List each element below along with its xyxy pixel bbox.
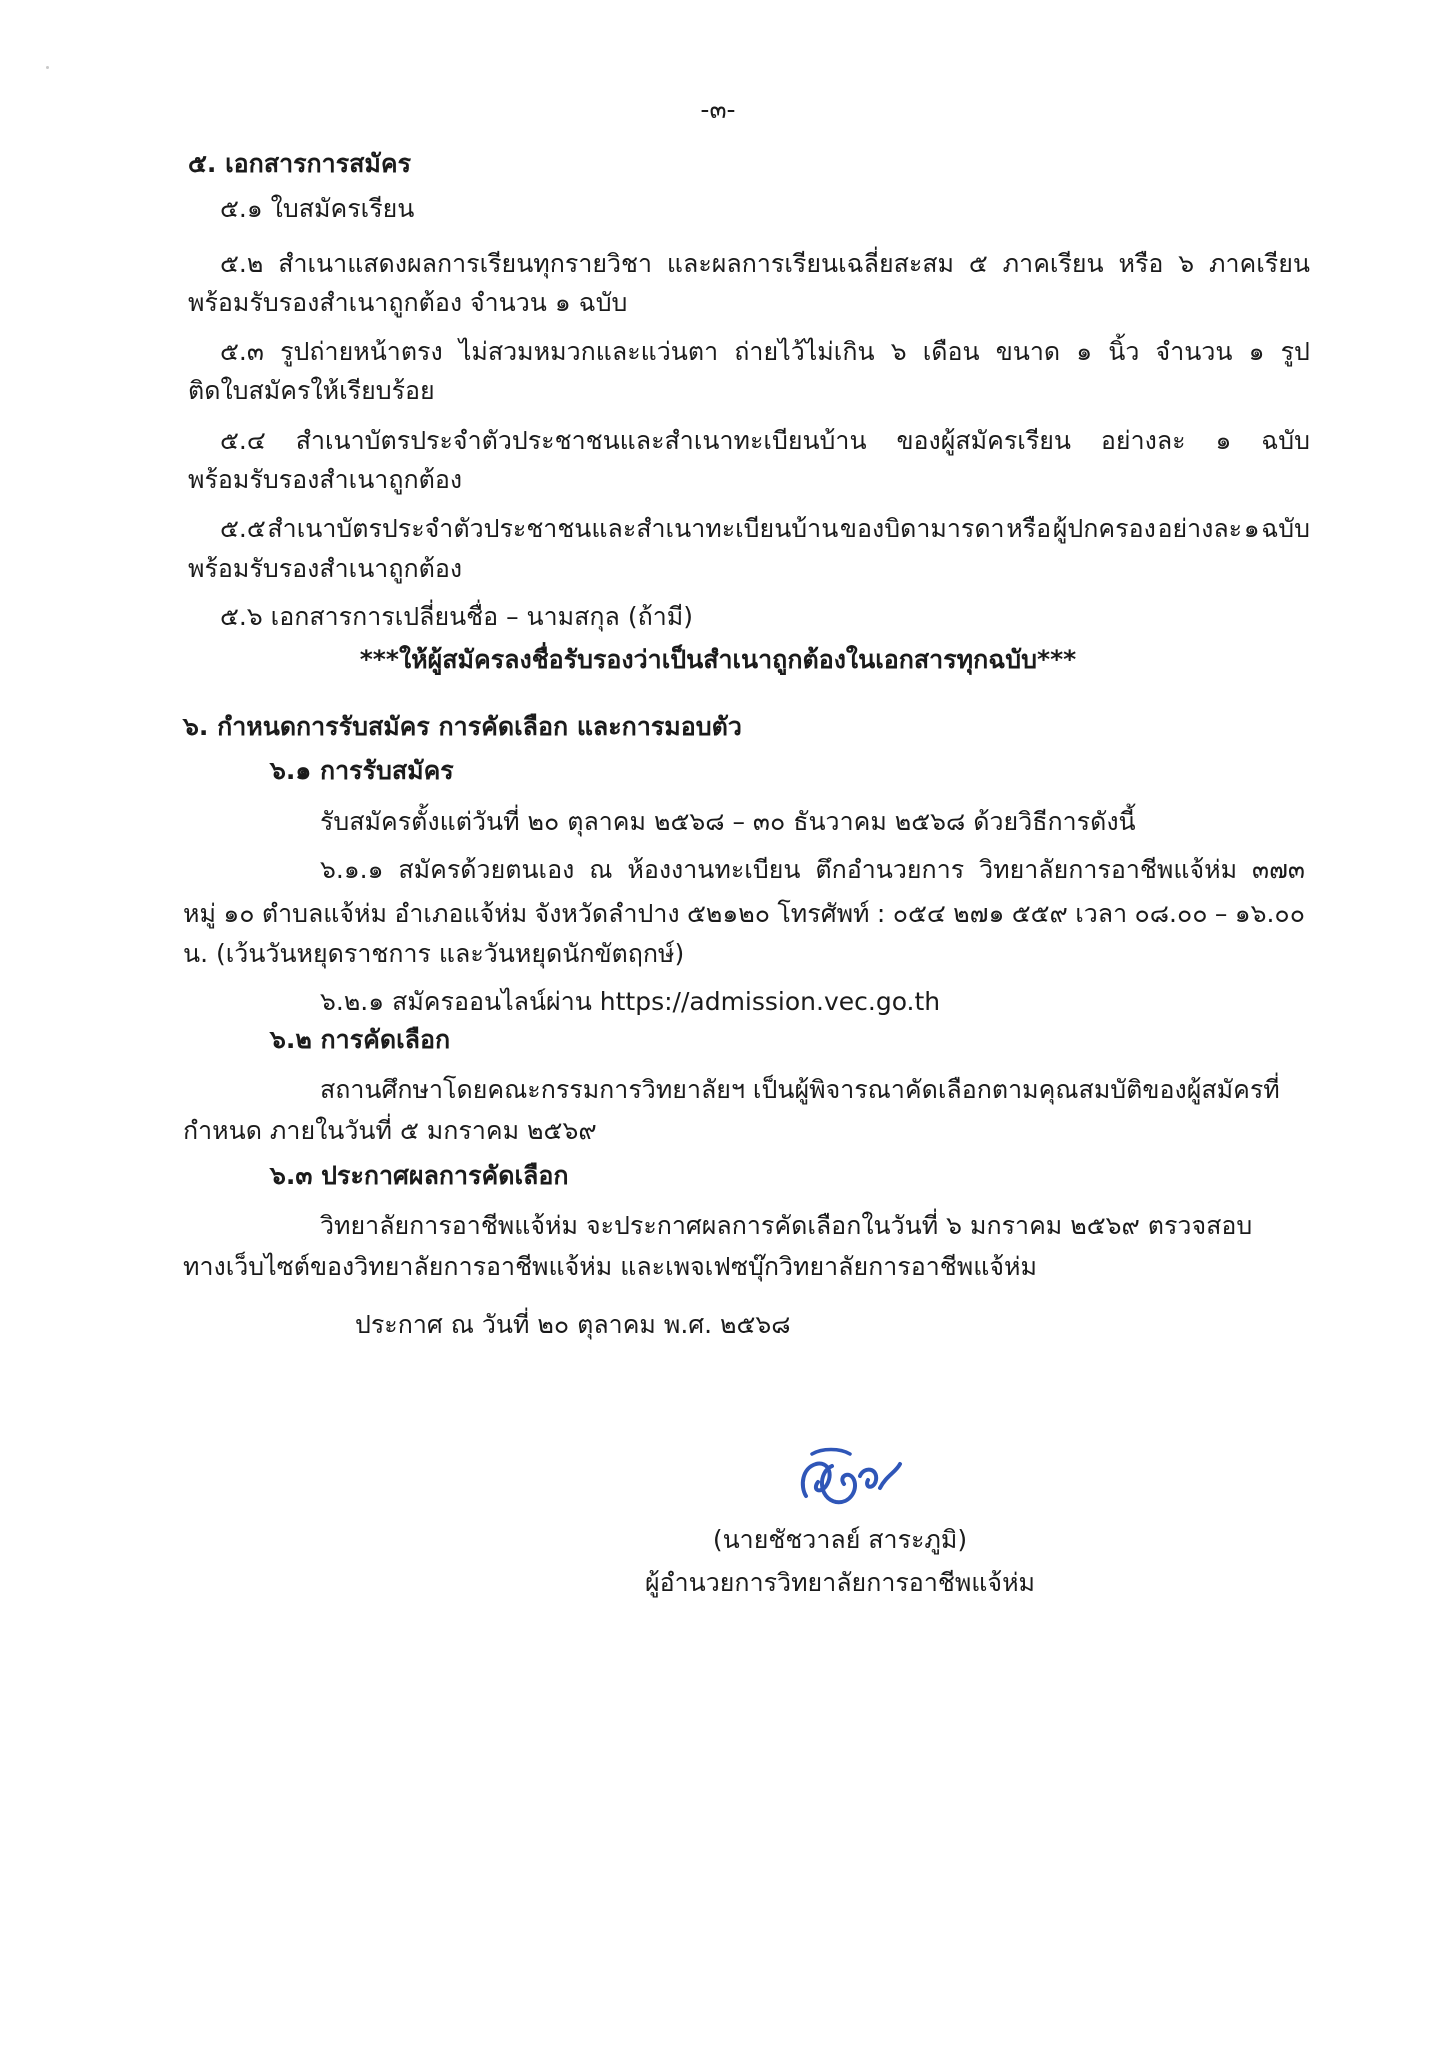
scan-speck [46,66,49,69]
signature-stroke-5 [812,1450,850,1455]
word: ๖ [890,337,907,366]
word: ๑ [1076,337,1093,366]
word: ตำบลแจ้ห่ม [261,899,388,928]
signature-stroke-4 [880,1464,900,1488]
word: สำเนาบัตรประจำตัวประชาชนและสำเนาทะเบียนบ้าน [267,514,839,543]
word: เวลา [1075,899,1128,928]
word: ๕.๔ [220,426,266,455]
item-5-5-line-1 [220,512,1310,546]
word: ตึกอำนวยการ [815,855,965,884]
word: รูปถ่ายหน้าตรง [280,337,443,366]
word: ๑ [1248,337,1265,366]
word: หมู่ [183,899,216,928]
section-6-2-heading: ๖.๒ การคัดเลือก [270,1025,451,1054]
section-6-3-line-1: วิทยาลัยการอาชีพแจ้ห่ม จะประกาศผลการคัดเลือกในวันที่ ๖ มกราคม ๒๕๖๙ ตรวจสอบ [320,1211,1253,1240]
word: : [876,899,886,928]
word: นิ้ว [1108,337,1140,366]
word: ของบิดามารดา [839,514,1005,543]
word: ๐๘.๐๐ [1134,899,1208,928]
item-5-4-line-2: พร้อมรับรองสำเนาถูกต้อง [188,465,463,494]
section-6-1-1-line-3: น. (เว้นวันหยุดราชการ และวันหยุดนักขัตฤกษ์) [183,939,685,968]
word: ๐๕๔ [892,899,946,928]
section-5-heading: ๕. เอกสารการสมัคร [188,149,412,178]
word: – [1214,899,1228,928]
item-5-5-line-2: พร้อมรับรองสำเนาถูกต้อง [188,554,463,583]
word: ๒๗๑ [953,899,1005,928]
word: ๕ [968,249,988,278]
word: อย่างละ [1157,514,1243,543]
word: สำเนาแสดงผลการเรียนทุกรายวิชา [278,249,653,278]
word: ๖ [1178,249,1195,278]
word: ณ [589,855,613,884]
signature-stroke-3 [860,1470,876,1487]
word: จำนวน [1155,337,1233,366]
section-5-note: ***ให้ผู้สมัครลงชื่อรับรองว่าเป็นสำเนาถูกต้องในเอกสารทุกฉบับ*** [359,645,1077,674]
section-6-1-heading: ๖.๑ การรับสมัคร [270,756,454,785]
item-5-4-line-1 [220,424,1310,458]
handwritten-signature [788,1446,908,1516]
word: ๕๕๙ [1011,899,1068,928]
word: ๕.๕ [220,514,266,543]
word: หรือ [1118,249,1164,278]
announcement-date: ประกาศ ณ วันที่ ๒๐ ตุลาคม พ.ศ. ๒๕๖๘ [355,1310,791,1339]
section-6-2-line-1: สถานศึกษาโดยคณะกรรมการวิทยาลัยฯ เป็นผู้พิจารณาคัดเลือกตามคุณสมบัติของผู้สมัครที่ [320,1075,1280,1104]
word: ภาคเรียน [1002,249,1104,278]
section-6-heading: ๖. กำหนดการรับสมัคร การคัดเลือก และการมอบตัว [183,712,742,741]
word: ๑๐ [223,899,255,928]
word: ถ่ายไว้ไม่เกิน [734,337,875,366]
word: ๑๖.๐๐ [1234,899,1305,928]
word: ฉบับ [1261,426,1310,455]
word: รูป [1280,337,1310,366]
word: ฉบับ [1261,514,1310,543]
section-6-1-text: รับสมัครตั้งแต่วันที่ ๒๐ ตุลาคม ๒๕๖๘ – ๓๐ ธันวาคม ๒๕๖๘ ด้วยวิธีการดังนี้ [320,807,1136,836]
word: ไม่สวมหมวกและแว่นตา [458,337,719,366]
word: ขนาด [995,337,1061,366]
word: อย่างละ [1100,426,1186,455]
section-6-1-1-line-2 [183,897,1305,931]
word: วิทยาลัยการอาชีพแจ้ห่ม [979,855,1238,884]
word: ภาคเรียน [1209,249,1310,278]
page-number: -๓- [700,95,736,124]
item-5-2-line-2: พร้อมรับรองสำเนาถูกต้อง จำนวน ๑ ฉบับ [188,288,628,317]
section-6-3-heading: ๖.๓ ประกาศผลการคัดเลือก [270,1161,569,1190]
word: ๕.๓ [220,337,264,366]
word: จังหวัดลำปาง [534,899,680,928]
section-6-2-1: ๖.๒.๑ สมัครออนไลน์ผ่าน https://admission.vec.go.th [320,987,941,1016]
item-5-1: ๕.๑ ใบสมัครเรียน [220,194,415,223]
section-6-2-line-2: กำหนด ภายในวันที่ ๕ มกราคม ๒๕๖๙ [183,1116,597,1145]
word: หรือ [1006,514,1052,543]
word: ๕.๒ [220,249,264,278]
word: ๕๒๑๒๐ [687,899,771,928]
word: โทรศัพท์ [777,899,870,928]
word: ๖.๑.๑ [320,855,384,884]
item-5-2-line-1 [220,247,1310,281]
item-5-6: ๕.๖ เอกสารการเปลี่ยนชื่อ – นามสกุล (ถ้ามี) [220,602,693,631]
word: อำเภอแจ้ห่ม [394,899,528,928]
section-6-1-1-line-1 [320,853,1305,887]
word: สมัครด้วยตนเอง [398,855,575,884]
signer-position: ผู้อำนวยการวิทยาลัยการอาชีพแจ้ห่ม [644,1568,1036,1597]
word: ๓๗๓ [1251,855,1305,884]
word: และผลการเรียนเฉลี่ยสะสม [666,249,955,278]
word: ห้องงานทะเบียน [627,855,801,884]
word: ผู้ปกครอง [1052,514,1156,543]
word: ๑ [1243,514,1260,543]
section-6-3-line-2: ทางเว็บไซต์ของวิทยาลัยการอาชีพแจ้ห่ม และเพจเฟซบุ๊กวิทยาลัยการอาชีพแจ้ห่ม [183,1252,1037,1281]
word: ของผู้สมัครเรียน [896,426,1072,455]
word: สำเนาบัตรประจำตัวประชาชนและสำเนาทะเบียนบ้าน [295,426,867,455]
item-5-3-line-1 [220,335,1310,369]
item-5-3-line-2: ติดใบสมัครให้เรียบร้อย [188,376,435,405]
signer-name: (นายชัชวาลย์ สาระภูมิ) [712,1525,968,1554]
word: เดือน [922,337,980,366]
word: ๑ [1215,426,1232,455]
